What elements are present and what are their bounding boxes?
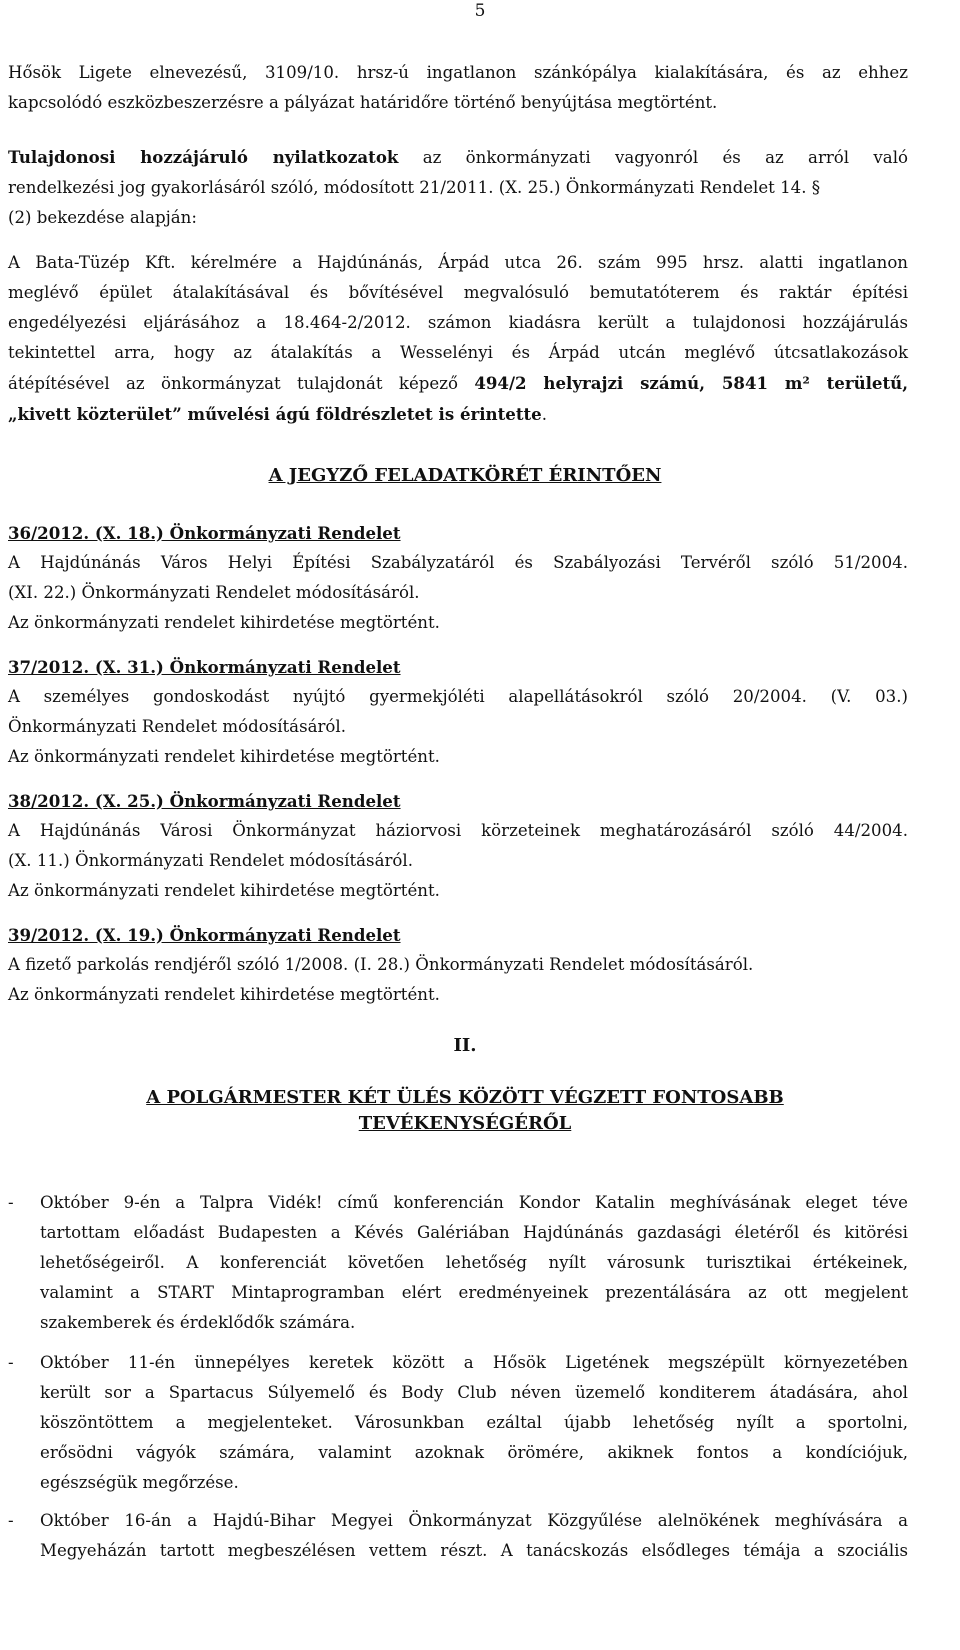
- decree-line-1: A Hajdúnánás Város Helyi Építési Szabályzatáról és Szabályozási Tervéről szóló 51/2004.: [8, 553, 908, 572]
- section-ii-title-line-1: [0, 1084, 930, 1112]
- bata-line-5-bold: 494/2 helyrajzi számú, 5841 m² területű,: [474, 373, 908, 393]
- bata-line-6-end: .: [541, 405, 548, 424]
- bullet-text: [40, 1506, 908, 1566]
- bullet-line: Megyeházán tartott megbeszélésen vettem részt. A tanácskozás elsődleges témája a szociális: [40, 1541, 908, 1560]
- section-ii-title-line-1-text: A POLGÁRMESTER KÉT ÜLÉS KÖZÖTT VÉGZETT FONTOSABB: [146, 1087, 784, 1108]
- decree-title: 39/2012. (X. 19.) Önkormányzati Rendelet: [8, 925, 401, 945]
- tulajdonosi-line-3: (2) bekezdése alapján:: [8, 208, 197, 227]
- tulajdonosi-paragraph: [8, 142, 908, 233]
- decree-title: 36/2012. (X. 18.) Önkormányzati Rendelet: [8, 523, 401, 543]
- decree-block: [8, 652, 908, 772]
- bullet-line: került sor a Spartacus Súlyemelő és Body Club néven üzemelő konditerem átadására, ahol: [40, 1383, 908, 1402]
- decree-line-2: (XI. 22.) Önkormányzati Rendelet módosításáról.: [8, 583, 420, 602]
- section-ii-title-line-2: [0, 1110, 930, 1138]
- decree-block: [8, 786, 908, 906]
- bullet-line: lehetőségeiről. A konferenciát követően lehetőség nyílt városunk turisztikai értékeinek,: [40, 1253, 908, 1272]
- bata-paragraph: [8, 248, 908, 430]
- decree-line-1: A Hajdúnánás Városi Önkormányzat háziorvosi körzeteinek meghatározásáról szóló 44/2004.: [8, 821, 908, 840]
- tulajdonosi-line-1-rest: az önkormányzati vagyonról és az arról való: [398, 148, 908, 167]
- bata-line-2: meglévő épület átalakításával és bővítésével megvalósuló bemutatóterem és raktár építési: [8, 283, 908, 302]
- intro-line-1: Hősök Ligete elnevezésű, 3109/10. hrsz-ú ingatlanon szánkópálya kialakítására, és az ehhez: [8, 63, 908, 82]
- decree-block: [8, 518, 908, 638]
- decree-block: [8, 920, 908, 1010]
- bullet-line: szakemberek és érdeklődők számára.: [40, 1313, 356, 1332]
- bullet-line: Október 11-én ünnepélyes keretek között a Hősök Ligetének megszépült környezetében: [40, 1353, 908, 1372]
- tulajdonosi-line-1: [8, 142, 908, 173]
- bata-line-5-plain: átépítésével az önkormányzat tulajdonát képező: [8, 374, 475, 393]
- bullet-line: köszöntöttem a megjelenteket. Városunkban ezáltal újabb lehetőség nyílt a sportolni,: [40, 1413, 908, 1432]
- section-ii-roman: [0, 1032, 930, 1060]
- bullet-line: valamint a START Mintaprogramban elért eredményeinek prezentálására az ott megjelent: [40, 1283, 908, 1302]
- section-heading-jegyzo: [0, 462, 930, 490]
- section-ii-title-line-2-text: TEVÉKENYSÉGÉRŐL: [358, 1113, 572, 1134]
- page-number: 5: [474, 1, 486, 21]
- bata-line-3: engedélyezési eljárásához a 18.464-2/2012. számon kiadásra került a tulajdonosi hozzájárulás: [8, 313, 908, 332]
- decree-status: Az önkormányzati rendelet kihirdetése megtörtént.: [8, 747, 440, 766]
- bata-line-4: tekintettel arra, hogy az átalakítás a Wesselényi és Árpád utcán meglévő útcsatlakozások: [8, 343, 908, 362]
- tulajdonosi-bold-lead: Tulajdonosi hozzájáruló nyilatkozatok: [8, 147, 399, 167]
- decree-status: Az önkormányzati rendelet kihirdetése megtörtént.: [8, 613, 440, 632]
- decree-status: Az önkormányzati rendelet kihirdetése megtörtént.: [8, 881, 440, 900]
- bullet-text: [40, 1188, 908, 1338]
- decree-status: Az önkormányzati rendelet kihirdetése megtörtént.: [8, 985, 440, 1004]
- bullet-line: erősödni vágyók számára, valamint azoknak örömére, akiknek fontos a kondíciójuk,: [40, 1443, 908, 1462]
- decree-title: 38/2012. (X. 25.) Önkormányzati Rendelet: [8, 791, 401, 811]
- bullet-line: tartottam előadást Budapesten a Kévés Galériában Hajdúnánás gazdasági életéről és kitörési: [40, 1223, 908, 1242]
- decree-line-1: A személyes gondoskodást nyújtó gyermekjóléti alapellátásokról szóló 20/2004. (V. 03.): [8, 687, 908, 706]
- bullet-dash: -: [8, 1511, 14, 1530]
- intro-line-2: kapcsolódó eszközbeszerzésre a pályázat határidőre történő benyújtása megtörtént.: [8, 93, 718, 112]
- section-ii-roman-text: II.: [453, 1035, 477, 1056]
- decree-line-2: (X. 11.) Önkormányzati Rendelet módosításáról.: [8, 851, 413, 870]
- bullet-line: Október 9-én a Talpra Vidék! című konferencián Kondor Katalin meghívásának eleget téve: [40, 1193, 908, 1212]
- decree-line-2: Önkormányzati Rendelet módosításáról.: [8, 717, 346, 736]
- bullet-dash: -: [8, 1353, 14, 1372]
- bata-line-5: [8, 368, 908, 399]
- bullet-line: Október 16-án a Hajdú-Bihar Megyei Önkormányzat Közgyűlése alelnökének meghívására a: [40, 1511, 908, 1530]
- bata-line-1: A Bata-Tüzép Kft. kérelmére a Hajdúnánás, Árpád utca 26. szám 995 hrsz. alatti ingatlanon: [8, 253, 908, 272]
- section-heading-jegyzo-text: A JEGYZŐ FELADATKÖRÉT ÉRINTŐEN: [268, 465, 662, 486]
- decree-line-1: A fizető parkolás rendjéről szóló 1/2008. (I. 28.) Önkormányzati Rendelet módosításáról.: [8, 955, 754, 974]
- bullet-text: [40, 1348, 908, 1498]
- tulajdonosi-line-2: rendelkezési jog gyakorlásáról szóló, módosított 21/2011. (X. 25.) Önkormányzati Rendelet 14. §: [8, 178, 821, 197]
- bullet-line: egészségük megőrzése.: [40, 1473, 239, 1492]
- bata-line-6: [8, 399, 908, 430]
- intro-paragraph: [8, 58, 908, 118]
- bata-line-6-bold: „kivett közterület” művelési ágú földrészletet is érintette: [8, 404, 542, 424]
- bullet-dash: -: [8, 1193, 14, 1212]
- decree-title: 37/2012. (X. 31.) Önkormányzati Rendelet: [8, 657, 401, 677]
